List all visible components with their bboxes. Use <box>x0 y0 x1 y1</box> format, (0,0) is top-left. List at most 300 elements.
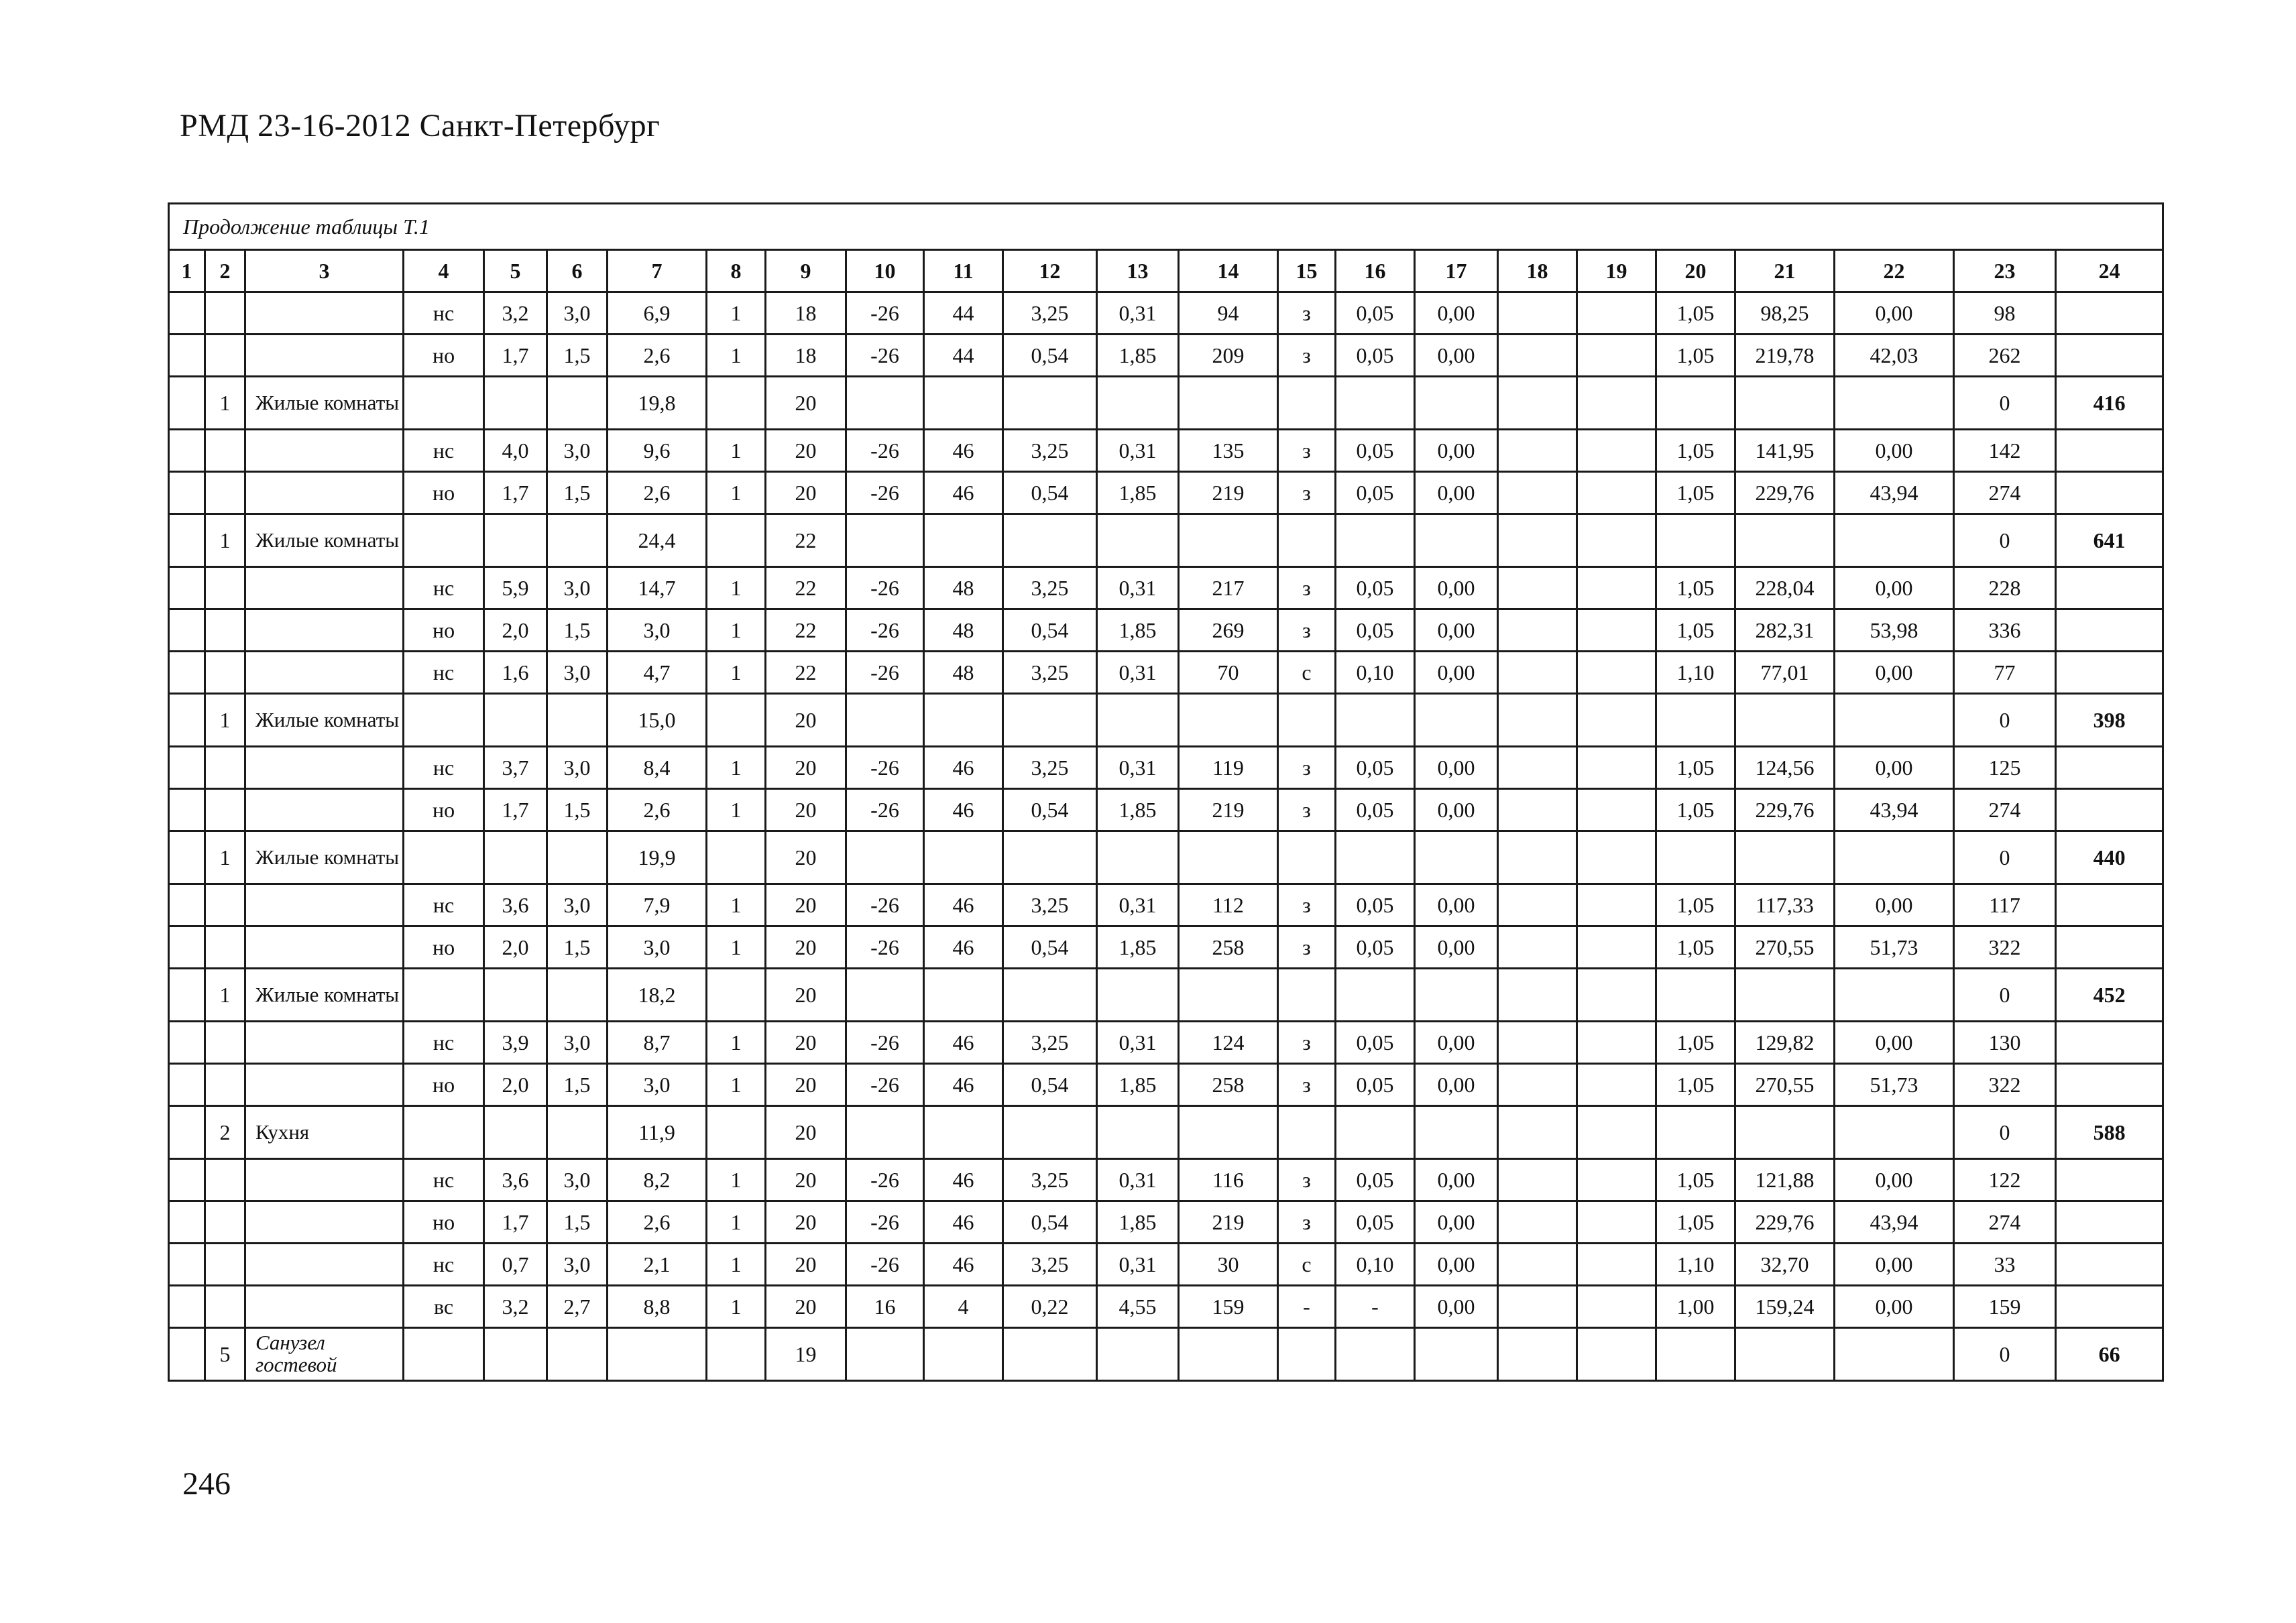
table-cell: з <box>1278 430 1336 472</box>
table-cell <box>484 831 547 884</box>
element-row <box>169 1286 2163 1328</box>
table-cell: 46 <box>924 1064 1003 1106</box>
column-header-11: 11 <box>924 250 1003 292</box>
column-header-20: 20 <box>1656 250 1735 292</box>
table-cell: -26 <box>846 1244 924 1286</box>
table-cell <box>404 969 484 1022</box>
table-cell: 0,00 <box>1415 884 1498 926</box>
table-cell <box>1179 514 1278 567</box>
room-total-cell <box>2056 1159 2163 1201</box>
table-cell: 2,0 <box>484 609 547 652</box>
table-cell <box>205 609 245 652</box>
table-cell: -26 <box>846 1159 924 1201</box>
element-row <box>169 292 2163 335</box>
table-cell <box>205 747 245 789</box>
element-row <box>169 789 2163 831</box>
table-cell: 1 <box>707 1159 766 1201</box>
table-cell <box>169 1328 205 1381</box>
table-cell <box>169 377 205 430</box>
table-cell <box>1656 1328 1735 1381</box>
table-cell: 0,00 <box>1415 1286 1498 1328</box>
table-cell: 3,6 <box>484 1159 547 1201</box>
table-cell: 1 <box>707 1244 766 1286</box>
table-cell: 20 <box>766 1022 846 1064</box>
table-cell: 229,76 <box>1735 1201 1835 1244</box>
table-cell <box>404 514 484 567</box>
table-cell <box>1577 1022 1656 1064</box>
table-cell <box>484 969 547 1022</box>
table-cell: 1 <box>205 377 245 430</box>
table-cell <box>1498 1106 1577 1159</box>
table-cell: 0,00 <box>1415 430 1498 472</box>
table-cell: 20 <box>766 1106 846 1159</box>
page-number: 246 <box>182 1466 231 1502</box>
table-cell: 18 <box>766 292 846 335</box>
table-cell: 0,00 <box>1835 292 1954 335</box>
table-cell <box>1835 969 1954 1022</box>
table-cell: 2,1 <box>608 1244 707 1286</box>
table-cell: 30 <box>1179 1244 1278 1286</box>
table-cell: 46 <box>924 1201 1003 1244</box>
table-cell: 0,00 <box>1415 652 1498 694</box>
table-cell: 3,25 <box>1003 567 1097 609</box>
table-cell: с <box>1278 1244 1336 1286</box>
table-cell: 1 <box>707 884 766 926</box>
table-cell: 125 <box>1954 747 2056 789</box>
table-cell: 46 <box>924 430 1003 472</box>
table-cell: 0 <box>1954 969 2056 1022</box>
table-cell: 1,85 <box>1097 609 1179 652</box>
table-cell: - <box>1278 1286 1336 1328</box>
table-cell: 1 <box>707 1286 766 1328</box>
room-name-cell <box>245 1064 404 1106</box>
table-cell: нс <box>404 292 484 335</box>
table-cell <box>1656 1106 1735 1159</box>
table-cell: 0,05 <box>1336 1064 1415 1106</box>
table-cell <box>1656 514 1735 567</box>
table-cell <box>707 1106 766 1159</box>
table-cell <box>1179 1106 1278 1159</box>
table-cell: з <box>1278 747 1336 789</box>
table-cell: 20 <box>766 1159 846 1201</box>
table-cell: 14,7 <box>608 567 707 609</box>
column-header-21: 21 <box>1735 250 1835 292</box>
table-cell: 1,85 <box>1097 926 1179 969</box>
table-cell: 0,00 <box>1835 1022 1954 1064</box>
table-cell <box>1498 1201 1577 1244</box>
room-total-cell <box>2056 652 2163 694</box>
table-cell: 42,03 <box>1835 335 1954 377</box>
table-cell: нс <box>404 1244 484 1286</box>
table-cell: 0,05 <box>1336 1159 1415 1201</box>
table-cell: 1 <box>707 747 766 789</box>
table-cell: 0,31 <box>1097 747 1179 789</box>
room-name-cell <box>245 472 404 514</box>
element-row <box>169 926 2163 969</box>
element-row <box>169 652 2163 694</box>
table-cell: 46 <box>924 1159 1003 1201</box>
table-cell <box>205 567 245 609</box>
element-row <box>169 430 2163 472</box>
table-cell: 274 <box>1954 789 2056 831</box>
room-name-cell <box>245 1201 404 1244</box>
column-header-6: 6 <box>547 250 608 292</box>
table-cell: -26 <box>846 926 924 969</box>
table-cell <box>169 292 205 335</box>
table-cell: 229,76 <box>1735 472 1835 514</box>
table-cell: з <box>1278 1159 1336 1201</box>
table-cell <box>1179 377 1278 430</box>
table-cell: 0,00 <box>1415 1159 1498 1201</box>
column-header-10: 10 <box>846 250 924 292</box>
table-cell: з <box>1278 884 1336 926</box>
table-cell: 219 <box>1179 472 1278 514</box>
table-cell: 322 <box>1954 926 2056 969</box>
table-cell: 20 <box>766 1064 846 1106</box>
room-row <box>169 1328 2163 1381</box>
room-total-cell <box>2056 292 2163 335</box>
table-cell: 3,0 <box>547 292 608 335</box>
table-cell: 1,05 <box>1656 609 1735 652</box>
table-cell: 0,54 <box>1003 789 1097 831</box>
column-header-18: 18 <box>1498 250 1577 292</box>
table-cell <box>484 377 547 430</box>
table-cell: 2,6 <box>608 472 707 514</box>
table-cell: нс <box>404 652 484 694</box>
table-cell: но <box>404 1064 484 1106</box>
table-cell <box>707 377 766 430</box>
table-cell <box>1003 831 1097 884</box>
room-name-cell <box>245 884 404 926</box>
table-cell: 228 <box>1954 567 2056 609</box>
table-cell: 0,00 <box>1415 292 1498 335</box>
table-cell <box>205 292 245 335</box>
table-cell: 0,05 <box>1336 609 1415 652</box>
table-cell: 141,95 <box>1735 430 1835 472</box>
table-cell: 228,04 <box>1735 567 1835 609</box>
table-cell <box>924 694 1003 747</box>
table-cell: 48 <box>924 567 1003 609</box>
table-cell <box>1097 377 1179 430</box>
table-cell: 0,31 <box>1097 1244 1179 1286</box>
table-cell: 1,85 <box>1097 789 1179 831</box>
table-cell: 1,7 <box>484 472 547 514</box>
table-cell <box>1577 335 1656 377</box>
table-cell: 112 <box>1179 884 1278 926</box>
table-cell: но <box>404 1201 484 1244</box>
room-name-cell: Жилые комнаты <box>245 514 404 567</box>
table-cell <box>846 1106 924 1159</box>
room-total-cell <box>2056 884 2163 926</box>
table-cell: 8,4 <box>608 747 707 789</box>
table-cell: 1 <box>205 514 245 567</box>
table-cell: 0,00 <box>1415 335 1498 377</box>
table-cell <box>1415 377 1498 430</box>
table-cell <box>1278 377 1336 430</box>
room-total-cell <box>2056 609 2163 652</box>
table-cell: 43,94 <box>1835 789 1954 831</box>
table-cell: 15,0 <box>608 694 707 747</box>
room-name-cell <box>245 430 404 472</box>
table-cell: 159 <box>1954 1286 2056 1328</box>
table-cell: 3,25 <box>1003 1022 1097 1064</box>
table-cell: з <box>1278 926 1336 969</box>
table-cell: 274 <box>1954 472 2056 514</box>
table-cell: 142 <box>1954 430 2056 472</box>
table-cell <box>1577 652 1656 694</box>
table-cell <box>1498 292 1577 335</box>
table-cell <box>205 472 245 514</box>
table-cell <box>1179 1328 1278 1381</box>
table-cell: 0,00 <box>1835 747 1954 789</box>
table-cell <box>1278 831 1336 884</box>
table-cell: 1,85 <box>1097 335 1179 377</box>
room-name-cell <box>245 652 404 694</box>
table-cell: 217 <box>1179 567 1278 609</box>
element-row <box>169 567 2163 609</box>
table-cell <box>707 514 766 567</box>
table-cell <box>924 831 1003 884</box>
table-cell: 6,9 <box>608 292 707 335</box>
table-cell: 3,9 <box>484 1022 547 1064</box>
column-header-4: 4 <box>404 250 484 292</box>
table-cell: нс <box>404 1159 484 1201</box>
room-name-cell <box>245 609 404 652</box>
column-header-2: 2 <box>205 250 245 292</box>
table-cell: 0,54 <box>1003 472 1097 514</box>
table-cell <box>169 335 205 377</box>
table-cell: 124,56 <box>1735 747 1835 789</box>
table-cell <box>1577 789 1656 831</box>
table-cell <box>1336 694 1415 747</box>
table-cell: 229,76 <box>1735 789 1835 831</box>
table-cell <box>1577 514 1656 567</box>
table-cell: 219 <box>1179 1201 1278 1244</box>
table-cell: 5 <box>205 1328 245 1381</box>
table-cell <box>1577 377 1656 430</box>
table-cell <box>205 1022 245 1064</box>
table-cell <box>1097 694 1179 747</box>
table-cell: -26 <box>846 1022 924 1064</box>
table-cell <box>1577 1201 1656 1244</box>
table-cell: с <box>1278 652 1336 694</box>
table-cell <box>547 1106 608 1159</box>
table-cell: 18 <box>766 335 846 377</box>
table-cell: 3,0 <box>608 1064 707 1106</box>
table-cell: 1,5 <box>547 789 608 831</box>
table-cell <box>169 1159 205 1201</box>
table-cell: 44 <box>924 335 1003 377</box>
table-cell <box>1577 884 1656 926</box>
table-cell: 51,73 <box>1835 1064 1954 1106</box>
table-cell: 336 <box>1954 609 2056 652</box>
table-cell: 20 <box>766 969 846 1022</box>
table-cell: 0,05 <box>1336 472 1415 514</box>
table-caption: Продолжение таблицы Т.1 <box>169 204 2163 250</box>
room-row <box>169 1106 2163 1159</box>
table-cell <box>1498 831 1577 884</box>
table-cell <box>169 694 205 747</box>
table-cell: 0,05 <box>1336 1022 1415 1064</box>
room-total-cell <box>2056 1022 2163 1064</box>
table-cell <box>169 652 205 694</box>
room-total-cell <box>2056 789 2163 831</box>
column-header-14: 14 <box>1179 250 1278 292</box>
table-cell <box>484 694 547 747</box>
table-cell: 0,31 <box>1097 567 1179 609</box>
table-cell <box>1577 567 1656 609</box>
table-cell: 46 <box>924 884 1003 926</box>
table-cell <box>846 694 924 747</box>
table-cell: 20 <box>766 884 846 926</box>
table-cell <box>169 514 205 567</box>
table-cell: 0,10 <box>1336 1244 1415 1286</box>
table-cell <box>846 831 924 884</box>
table-cell: но <box>404 609 484 652</box>
table-cell <box>1577 969 1656 1022</box>
room-total-cell <box>2056 335 2163 377</box>
table-cell: но <box>404 335 484 377</box>
table-cell <box>1415 831 1498 884</box>
table-cell: 22 <box>766 609 846 652</box>
table-cell: 0,54 <box>1003 609 1097 652</box>
table-cell <box>1735 969 1835 1022</box>
table-cell: 43,94 <box>1835 472 1954 514</box>
table-cell <box>1577 1064 1656 1106</box>
table-cell: 19 <box>766 1328 846 1381</box>
table-cell <box>1415 969 1498 1022</box>
table-cell: 3,0 <box>547 652 608 694</box>
table-cell <box>1498 609 1577 652</box>
table-cell <box>707 1328 766 1381</box>
table-cell <box>1577 1286 1656 1328</box>
table-cell <box>1415 1328 1498 1381</box>
table-cell: 270,55 <box>1735 1064 1835 1106</box>
table-cell: 0,05 <box>1336 1201 1415 1244</box>
table-cell: 16 <box>846 1286 924 1328</box>
table-cell: 209 <box>1179 335 1278 377</box>
table-cell: 46 <box>924 747 1003 789</box>
table-cell: 46 <box>924 1022 1003 1064</box>
column-header-9: 9 <box>766 250 846 292</box>
table-cell: 1,7 <box>484 1201 547 1244</box>
table-cell <box>1498 652 1577 694</box>
table-cell <box>1835 514 1954 567</box>
column-header-12: 12 <box>1003 250 1097 292</box>
table-cell: 3,0 <box>608 926 707 969</box>
column-header-5: 5 <box>484 250 547 292</box>
table-cell: 8,7 <box>608 1022 707 1064</box>
table-cell <box>1577 1159 1656 1201</box>
table-cell <box>1336 514 1415 567</box>
table-cell: -26 <box>846 335 924 377</box>
table-cell: 77,01 <box>1735 652 1835 694</box>
table-cell: 3,0 <box>547 884 608 926</box>
table-cell: 4,7 <box>608 652 707 694</box>
table-cell: -26 <box>846 884 924 926</box>
table-cell: 1,85 <box>1097 1201 1179 1244</box>
table-cell: 3,0 <box>547 1022 608 1064</box>
table-cell <box>1577 831 1656 884</box>
table-cell: 0,00 <box>1835 652 1954 694</box>
room-total-cell: 66 <box>2056 1328 2163 1381</box>
table-cell: 3,25 <box>1003 884 1097 926</box>
table-cell <box>1577 472 1656 514</box>
table-cell <box>1498 1328 1577 1381</box>
table-cell: 51,73 <box>1835 926 1954 969</box>
table-cell <box>1336 377 1415 430</box>
table-cell: -26 <box>846 1201 924 1244</box>
table-cell: 219 <box>1179 789 1278 831</box>
table-cell <box>1656 694 1735 747</box>
table-cell: 1,5 <box>547 1201 608 1244</box>
table-cell: 43,94 <box>1835 1201 1954 1244</box>
table-cell <box>707 831 766 884</box>
table-cell: 1 <box>707 292 766 335</box>
column-header-22: 22 <box>1835 250 1954 292</box>
table-cell <box>1735 377 1835 430</box>
table-cell: 1,6 <box>484 652 547 694</box>
table-cell <box>1498 1244 1577 1286</box>
table-cell <box>1278 969 1336 1022</box>
table-cell <box>169 789 205 831</box>
table-cell: 0,31 <box>1097 652 1179 694</box>
table-cell: 1,05 <box>1656 335 1735 377</box>
table-cell: 1,05 <box>1656 567 1735 609</box>
table-cell <box>924 969 1003 1022</box>
table-cell <box>1577 292 1656 335</box>
table-cell <box>169 1201 205 1244</box>
table-cell <box>169 969 205 1022</box>
table-cell: 18,2 <box>608 969 707 1022</box>
table-cell: 1,05 <box>1656 747 1735 789</box>
table-cell <box>169 884 205 926</box>
table-cell: 19,9 <box>608 831 707 884</box>
table-cell: 20 <box>766 789 846 831</box>
table-cell: 124 <box>1179 1022 1278 1064</box>
table-cell <box>1097 514 1179 567</box>
table-cell: 258 <box>1179 1064 1278 1106</box>
table-cell <box>169 1286 205 1328</box>
table-cell: 1 <box>707 1022 766 1064</box>
room-total-cell: 452 <box>2056 969 2163 1022</box>
table-cell: 3,25 <box>1003 1159 1097 1201</box>
room-row <box>169 377 2163 430</box>
table-cell: 0,00 <box>1415 1064 1498 1106</box>
table-cell <box>205 926 245 969</box>
room-total-cell <box>2056 1244 2163 1286</box>
table-cell <box>1336 969 1415 1022</box>
column-header-15: 15 <box>1278 250 1336 292</box>
room-name-cell <box>245 1159 404 1201</box>
table-cell: з <box>1278 335 1336 377</box>
table-cell: 3,0 <box>547 747 608 789</box>
table-cell: 135 <box>1179 430 1278 472</box>
table-cell: 1,5 <box>547 609 608 652</box>
table-cell: 0,54 <box>1003 1064 1097 1106</box>
table-cell: 3,25 <box>1003 1244 1097 1286</box>
table-cell: 20 <box>766 430 846 472</box>
table-cell: 282,31 <box>1735 609 1835 652</box>
element-row <box>169 884 2163 926</box>
table-cell: 0,22 <box>1003 1286 1097 1328</box>
table-cell: 33 <box>1954 1244 2056 1286</box>
table-cell: 1,10 <box>1656 1244 1735 1286</box>
table-cell <box>1735 1328 1835 1381</box>
table-cell: нс <box>404 430 484 472</box>
column-header-7: 7 <box>608 250 707 292</box>
table-cell: 46 <box>924 789 1003 831</box>
